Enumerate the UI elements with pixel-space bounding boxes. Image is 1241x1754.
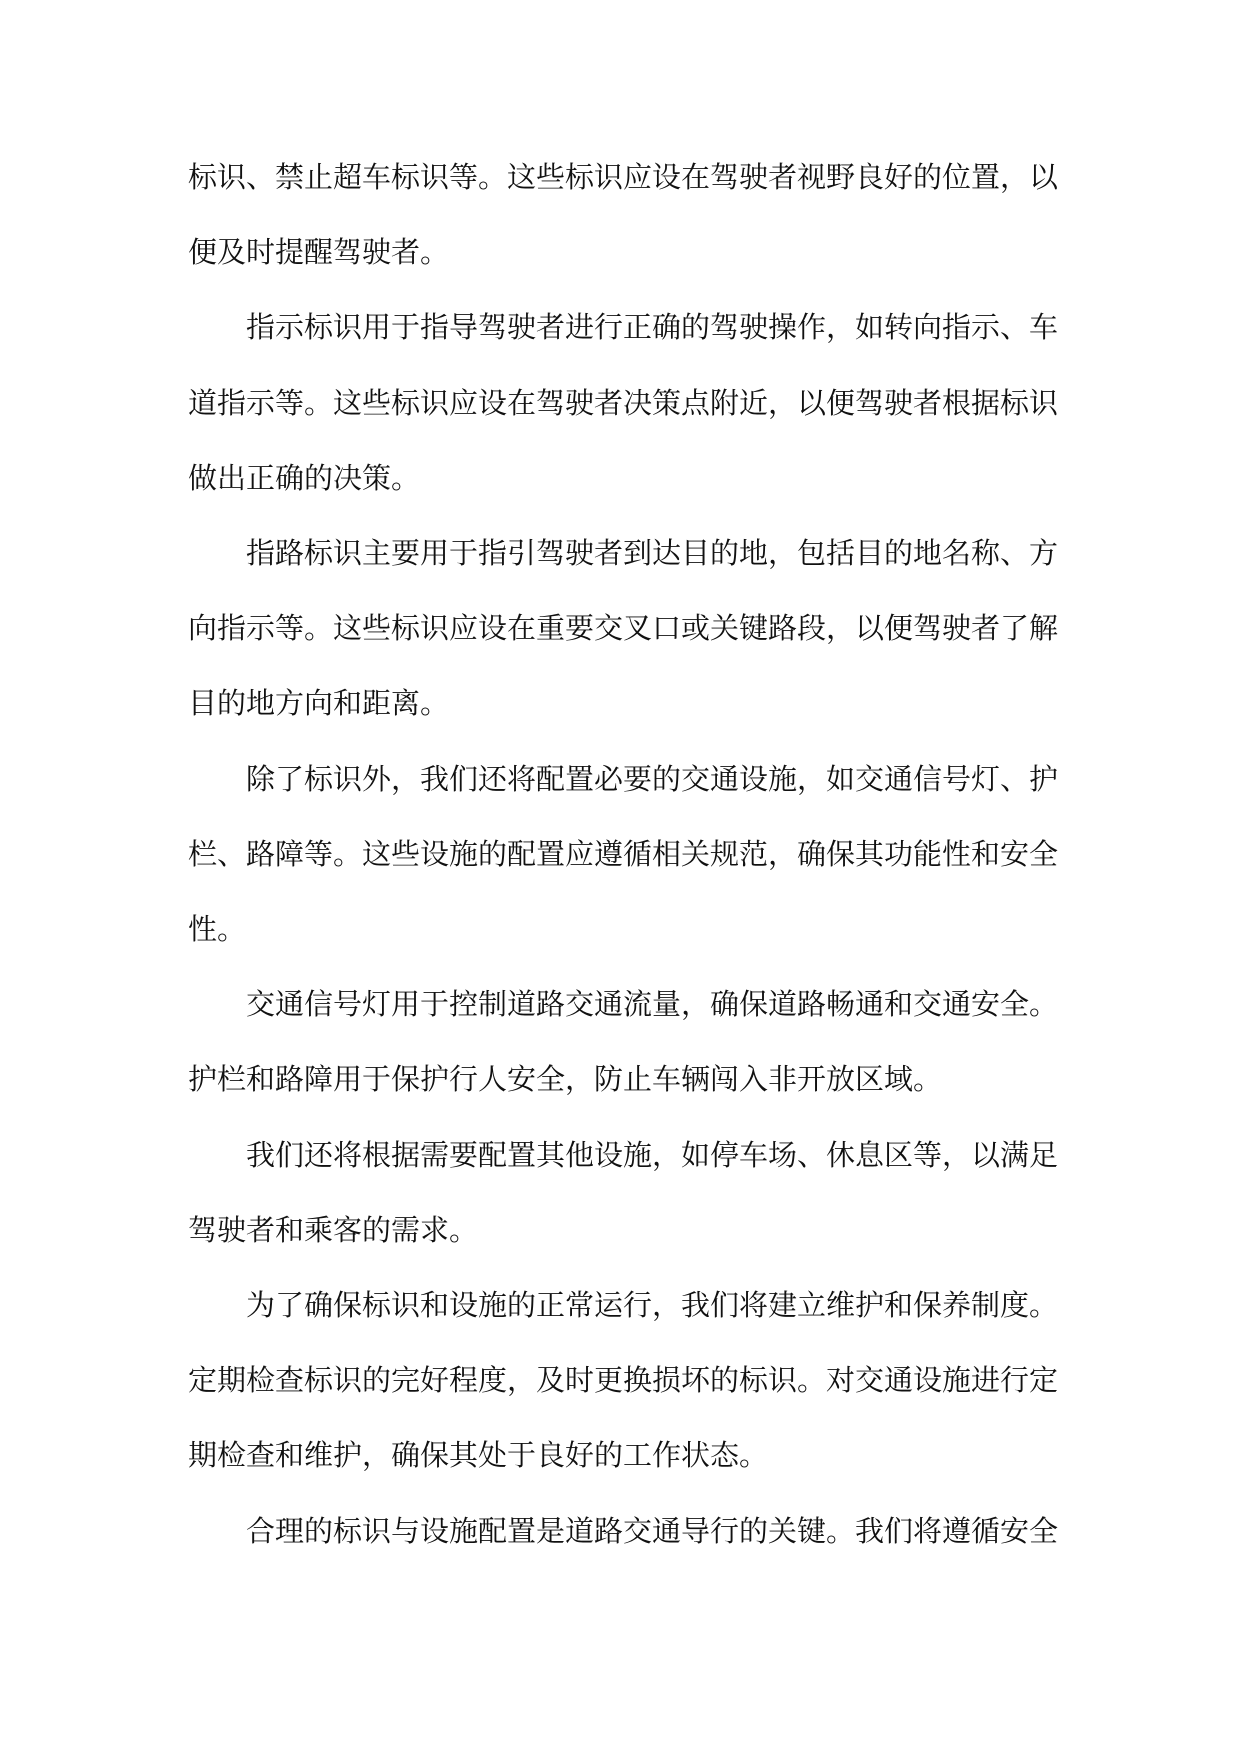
paragraph-directional-signs: 指示标识用于指导驾驶者进行正确的驾驶操作，如转向指示、车道指示等。这些标识应设在驾驶者决策点附近，以便驾驶者根据标识做出正确的决策。 [188,310,1059,495]
paragraph-traffic-facilities: 除了标识外，我们还将配置必要的交通设施，如交通信号灯、护栏、路障等。这些设施的配置应遵循相关规范，确保其功能性和安全性。 [188,761,1059,947]
paragraph-continuation: 标识、禁止超车标识等。这些标识应设在驾驶者视野良好的位置，以便及时提醒驾驶者。 [188,160,1059,270]
document-body [188,140,1058,1569]
paragraph-guide-signs: 指路标识主要用于指引驾驶者到达目的地，包括目的地名称、方向指示等。这些标识应设在重要交叉口或关键路段，以便驾驶者了解目的地方向和距离。 [188,536,1059,721]
paragraph-conclusion: 合理的标识与设施配置是道路交通导行的关键。我们将遵循安全 [246,1513,1059,1548]
paragraph-other-facilities: 我们还将根据需要配置其他设施，如停车场、休息区等，以满足驾驶者和乘客的需求。 [188,1137,1059,1247]
paragraph-maintenance: 为了确保标识和设施的正常运行，我们将建立维护和保养制度。定期检查标识的完好程度，及时更换损坏的标识。对交通设施进行定期检查和维护，确保其处于良好的工作状态。 [188,1288,1059,1473]
paragraph-signal-lights: 交通信号灯用于控制道路交通流量，确保道路畅通和交通安全。护栏和路障用于保护行人安全，防止车辆闯入非开放区域。 [188,987,1059,1097]
